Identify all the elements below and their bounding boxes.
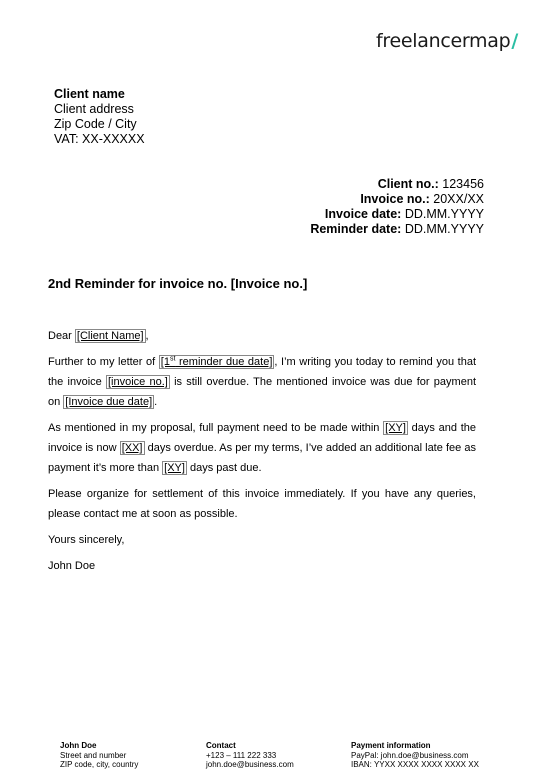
footer-address-line2: ZIP code, city, country: [60, 760, 139, 769]
invoice-date-value: DD.MM.YYYY: [404, 207, 484, 221]
client-zip-city: Zip Code / City: [54, 117, 137, 131]
invoice-date-label: Invoice date:: [324, 207, 402, 221]
client-no-label: Client no.:: [377, 177, 439, 191]
footer-contact-phone: +123 – 111 222 333: [206, 750, 277, 760]
client-address: Client address: [54, 102, 134, 116]
footer-contact-heading: Contact: [206, 741, 236, 750]
p1-ph1-a: [1: [160, 356, 170, 368]
logo-text: freelancermap: [376, 30, 511, 52]
paragraph-2: [48, 418, 476, 478]
footer-contact: [206, 741, 294, 770]
p2-text-d: days past due.: [186, 462, 262, 474]
invoice-no-label: Invoice no.:: [360, 192, 430, 206]
days-placeholder-1: [XY]: [385, 422, 406, 434]
footer-payment-heading: Payment information: [351, 741, 431, 750]
invoice-due-date-placeholder: [Invoice due date]: [65, 396, 153, 408]
days-placeholder-2: [XY]: [164, 462, 185, 474]
letter-body: [48, 326, 476, 582]
reminder-date-row: [310, 222, 484, 237]
reminder-date-label: Reminder date:: [310, 222, 402, 236]
footer-payment-iban: IBAN: YYXX XXXX XXXX XXXX XX: [351, 760, 479, 769]
p1-ph1-sup: st: [169, 355, 176, 363]
client-address-block: [54, 87, 145, 147]
invoice-meta-block: [310, 177, 484, 237]
paragraph-1: [48, 352, 476, 412]
invoice-no-row: [310, 192, 484, 207]
client-name: Client name: [54, 87, 125, 101]
paragraph-3: Please organize for settlement of this invoice immediately. If you have any queries, please contact me at soon as possible.: [48, 488, 476, 520]
p2-text-c: days overdue. As per my terms, I’ve added an additional late fee as payment it’s more than: [48, 442, 476, 474]
p2-text-a: As mentioned in my proposal, full payment need to be made within: [48, 422, 384, 434]
brand-logo: [376, 30, 518, 52]
closing: Yours sincerely,: [48, 534, 125, 546]
signature: John Doe: [48, 560, 96, 572]
footer-payment-paypal: PayPal: john.doe@business.com: [351, 750, 469, 760]
p2-text-b: days and the invoice is now: [48, 422, 476, 454]
footer-contact-email: john.doe@business.com: [206, 760, 294, 769]
p1-ph1-b: reminder due date]: [175, 356, 273, 368]
salutation: [48, 326, 476, 346]
footer-payment: [351, 741, 479, 770]
invoice-no-value: 20XX/XX: [433, 192, 484, 206]
client-no-row: [310, 177, 484, 192]
client-no-value: 123456: [442, 177, 484, 191]
days-overdue-placeholder: [XX]: [121, 442, 143, 454]
footer-address: [60, 741, 138, 770]
p1-text-b: , I’m writing you today to remind you that the invoice: [48, 356, 477, 388]
client-vat: VAT: XX-XXXXX: [54, 132, 145, 146]
invoice-no-placeholder: [invoice no.]: [107, 376, 168, 388]
footer-address-heading: John Doe: [60, 741, 97, 750]
logo-slash: /: [511, 30, 518, 52]
reminder-date-placeholder: [159, 355, 275, 369]
invoice-date-row: [310, 207, 484, 222]
p1-text-c: is still overdue. The mentioned invoice was due for payment on: [48, 376, 477, 408]
letter-subject: 2nd Reminder for invoice no. [Invoice no.]: [48, 276, 308, 291]
reminder-date-value: DD.MM.YYYY: [404, 222, 484, 236]
salutation-comma: ,: [145, 330, 149, 342]
client-name-placeholder: [Client Name]: [76, 330, 144, 342]
p1-text-a: Further to my letter of: [48, 356, 159, 368]
salutation-text: Dear: [48, 330, 75, 342]
p1-text-d: .: [154, 396, 158, 408]
footer-address-line1: Street and number: [60, 750, 127, 760]
